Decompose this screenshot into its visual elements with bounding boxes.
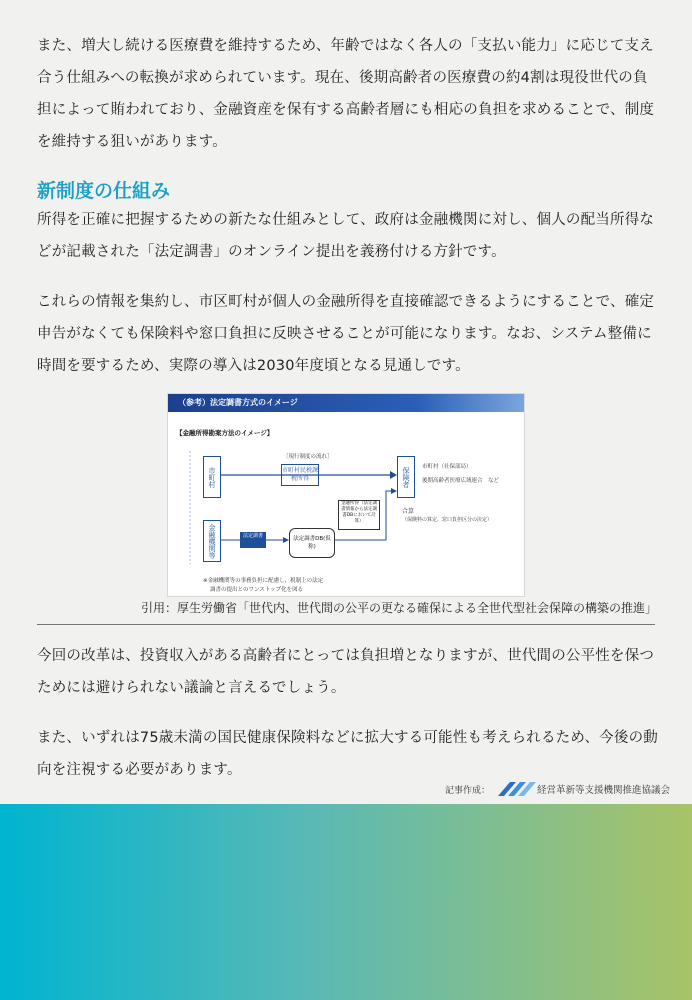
section-divider bbox=[37, 624, 655, 625]
paragraph-1: 所得を正確に把握するための新たな仕組みとして、政府は金融機関に対し、個人の配当所得などが記載された「法定調書」のオンライン提出を義務付ける方針です。 bbox=[37, 212, 655, 260]
paragraph-4: また、いずれは75歳未満の国民健康保険料などに拡大する可能性も考えられるため、今後の動向を注視する必要があります。 bbox=[37, 730, 658, 778]
insurer-detail-1: 市町村（社保部局） bbox=[422, 464, 472, 470]
credit-label: 記事作成： bbox=[445, 786, 491, 796]
match-detail: （保険料の算定、窓口負担区分の決定） bbox=[402, 517, 493, 523]
diagram-header-text: （参考）法定調書方式のイメージ bbox=[178, 398, 298, 407]
tax-dept-label: 市町村民税課税所得 bbox=[282, 467, 319, 482]
paragraph-3: 今回の改革は、投資収入がある高齢者にとっては負担増となりますが、世代間の公平性を保つためには避けられない議論と言えるでしょう。 bbox=[37, 648, 655, 696]
financial-label: 金融機関等 bbox=[208, 523, 216, 559]
note-line-2: 調書の提出とのワンストップ化を図る bbox=[210, 587, 304, 593]
match-label: 合算 bbox=[402, 508, 415, 515]
statutory-db-label: 法定調書DB(仮称) bbox=[293, 536, 331, 550]
current-flow-label: ［現行制度の流れ］ bbox=[283, 454, 333, 460]
calc-label: 金融所得（法定調書情報から法定調書DBにおいて計算） bbox=[341, 501, 377, 524]
insurer-detail-2: 後期高齢者医療広域連合 など bbox=[422, 478, 500, 484]
section-heading: 新制度の仕組み bbox=[37, 180, 171, 202]
diagram-subtitle: 【金融所得勘案方法のイメージ】 bbox=[176, 429, 274, 437]
statutory-report-diagram bbox=[167, 393, 525, 597]
municipality-label: 市町村 bbox=[208, 466, 216, 488]
org-logo-icon bbox=[496, 778, 536, 798]
paragraph-2: これらの情報を集約し、市区町村が個人の金融所得を直接確認できるようにすることで、確定申告がなくても保険料や窓口負担に反映させることが可能になります。なお、システム整備に時間を要するため、実際の導入は2030年度頃となる見通しです。 bbox=[37, 294, 655, 374]
diagram-arrows bbox=[168, 394, 525, 597]
credit-organization: 経営革新等支援機関推進協議会 bbox=[537, 785, 671, 796]
insurer-label: 保険者 bbox=[402, 466, 410, 488]
statutory-doc-label: 法定調書 bbox=[242, 533, 263, 539]
footer-gradient-band bbox=[0, 804, 692, 1000]
citation: 引用：厚生労働省「世代内、世代間の公平の更なる確保による全世代型社会保障の構築の推進」 bbox=[140, 601, 657, 615]
intro-paragraph: また、増大し続ける医療費を維持するため、年齢ではなく各人の「支払い能力」に応じて支え合う仕組みへの転換が求められています。現在、後期高齢者の医療費の約4割は現役世代の負担によって賄われており、金融資産を保有する高齢者層にも相応の負担を求めることで、制度を維持する狙いがあります。 bbox=[37, 38, 655, 150]
note-line-1: ※金融機関等の事務負担に配慮し、税制上の法定 bbox=[203, 578, 324, 584]
